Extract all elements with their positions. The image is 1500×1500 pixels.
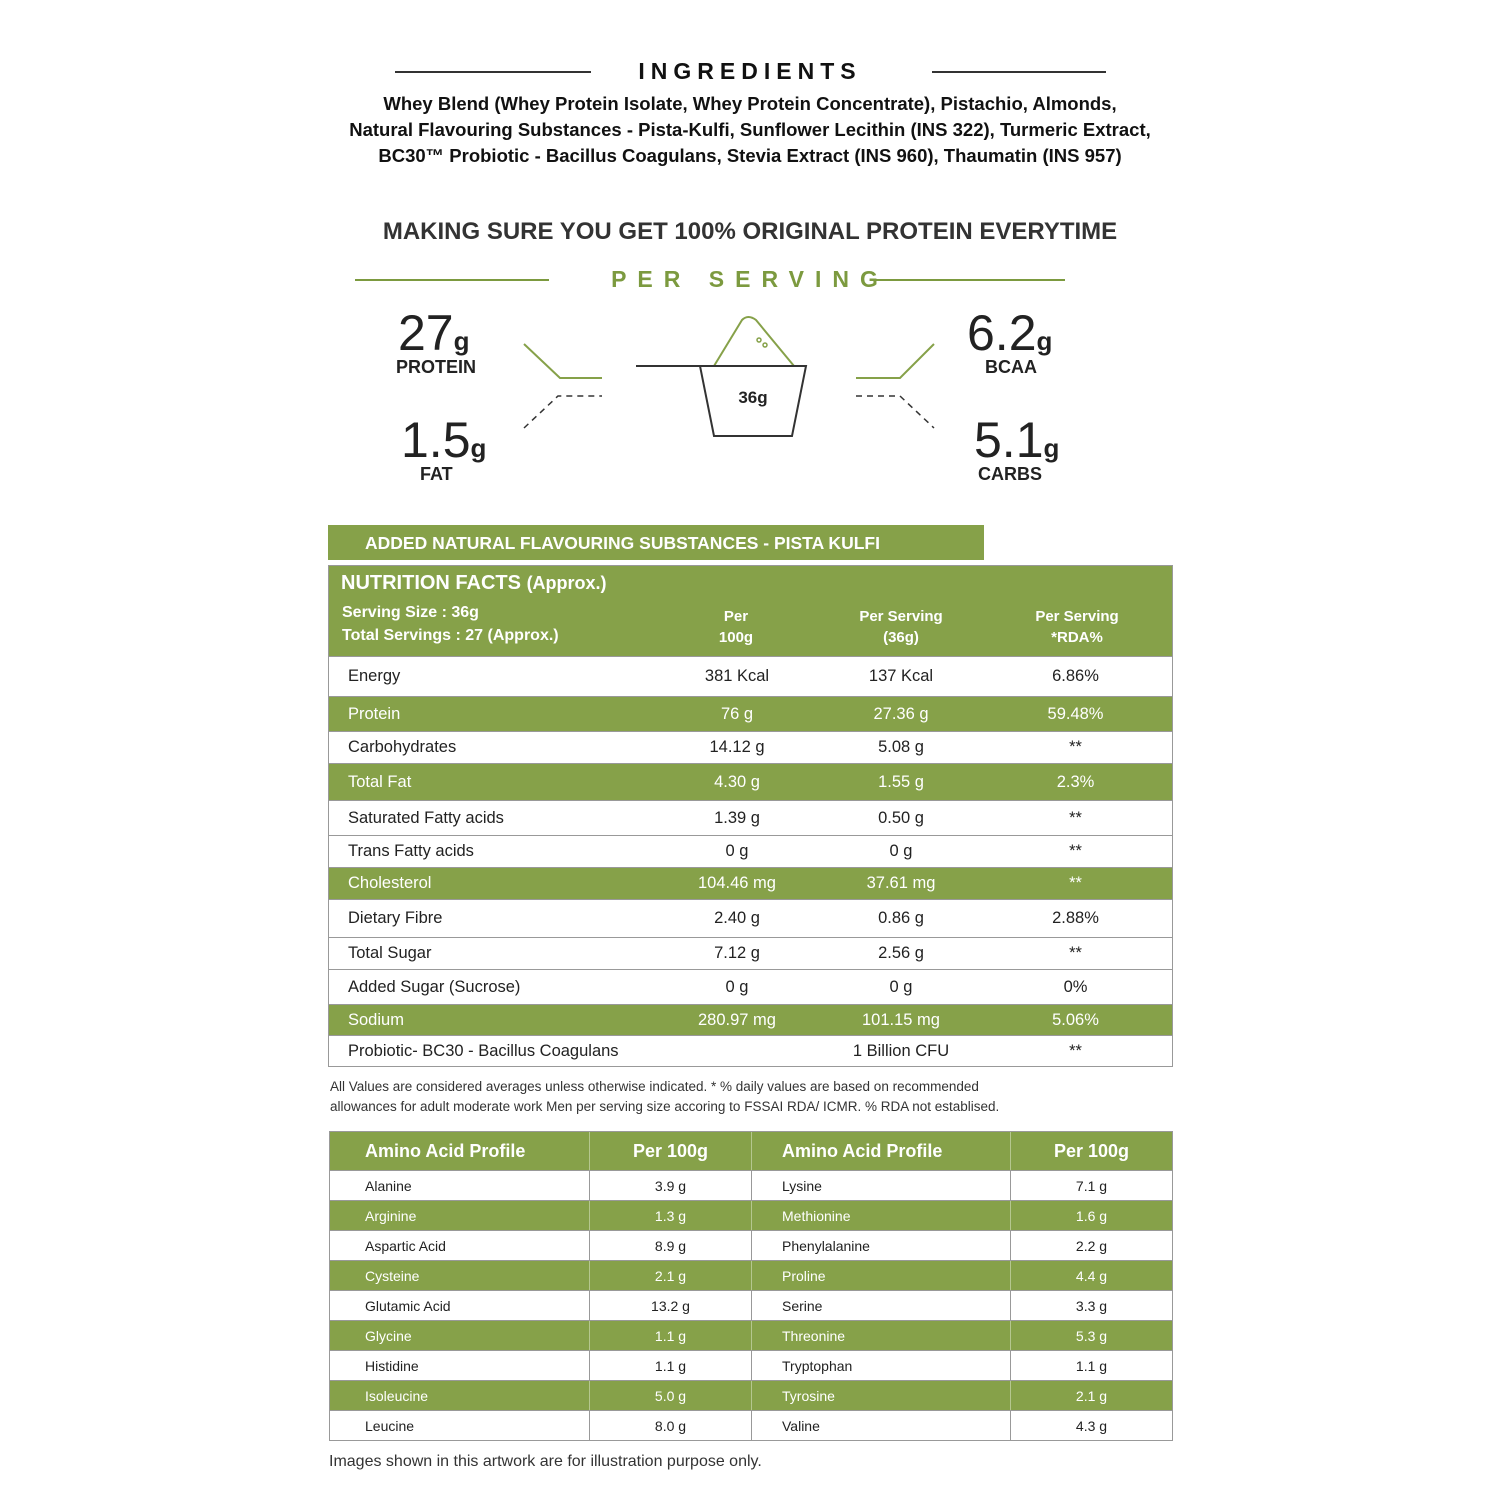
nutrition-note: All Values are considered averages unless otherwise indicated. * % daily values are based on recommended allowances for adult moderate work Men per serving size accoring to FSSAI RDA/ ICMR. % RDA not establised. — [330, 1079, 1000, 1114]
carbs-metric — [974, 412, 1060, 468]
connector-fat — [524, 396, 602, 428]
bcaa-metric — [967, 305, 1053, 361]
powder-icon — [714, 317, 794, 366]
bcaa-value: 6.2g — [967, 305, 1053, 361]
col-per-serving: Per Serving (36g) — [859, 608, 943, 646]
table-row: Sodium 280.97 mg 101.15 mg 5.06% — [329, 1004, 1172, 1035]
table-row: Glutamic Acid 13.2 g Serine 3.3 g — [330, 1290, 1172, 1320]
carbs-label: CARBS — [978, 464, 1043, 484]
probiotic-row: Probiotic- BC30 - Bacillus Coagulans 1 Billion CFU ** — [329, 1035, 1172, 1066]
protein-value: 27g — [398, 305, 470, 361]
bcaa-label: BCAA — [985, 357, 1037, 377]
table-row: Isoleucine 5.0 g Tyrosine 2.1 g — [330, 1380, 1172, 1410]
table-row: Arginine 1.3 g Methionine 1.6 g — [330, 1200, 1172, 1230]
table-row: Total Sugar 7.12 g 2.56 g ** — [329, 937, 1172, 969]
protein-metric — [398, 305, 488, 361]
table-row: Alanine 3.9 g Lysine 7.1 g — [330, 1170, 1172, 1200]
amino-acid-table — [329, 1131, 1173, 1441]
table-row: Protein 76 g 27.36 g 59.48% — [329, 696, 1172, 731]
per-serving-title: PER SERVING — [611, 266, 889, 292]
powder-dot — [763, 343, 767, 347]
powder-dot — [757, 338, 761, 342]
ingredients-text — [300, 91, 1200, 169]
col-per100: Per 100g — [718, 608, 754, 646]
table-row: Saturated Fatty acids 1.39 g 0.50 g ** — [329, 800, 1172, 835]
table-row: Histidine 1.1 g Tryptophan 1.1 g — [330, 1350, 1172, 1380]
flavour-banner: ADDED NATURAL FLAVOURING SUBSTANCES - PISTA KULFI — [328, 525, 984, 560]
col-rda: Per Serving *RDA% — [1035, 608, 1119, 646]
table-row: Cysteine 2.1 g Proline 4.4 g — [330, 1260, 1172, 1290]
fat-label: FAT — [420, 464, 453, 484]
table-row: Total Fat 4.30 g 1.55 g 2.3% — [329, 763, 1172, 800]
nutrition-title: NUTRITION FACTS (Approx.) — [341, 572, 607, 594]
scoop-illustration — [500, 300, 960, 450]
table-row: Dietary Fibre 2.40 g 0.86 g 2.88% — [329, 899, 1172, 937]
table-row: Aspartic Acid 8.9 g Phenylalanine 2.2 g — [330, 1230, 1172, 1260]
nutrition-facts-table — [328, 565, 1173, 1067]
connector-protein — [524, 344, 602, 378]
ingredients-line: BC30™ Probiotic - Bacillus Coagulans, Stevia Extract (INS 960), Thaumatin (INS 957) — [378, 145, 1122, 166]
fat-metric — [401, 412, 487, 468]
ingredients-line: Whey Blend (Whey Protein Isolate, Whey Protein Concentrate), Pistachio, Almonds, — [383, 93, 1117, 114]
table-row: Energy 381 Kcal 137 Kcal 6.86% — [329, 656, 1172, 696]
serving-size: Serving Size : 36g — [342, 604, 479, 621]
table-row: Cholesterol 104.46 mg 37.61 mg ** — [329, 867, 1172, 899]
table-row: Added Sugar (Sucrose) 0 g 0 g 0% — [329, 969, 1172, 1004]
ingredients-line: Natural Flavouring Substances - Pista-Kulfi, Sunflower Lecithin (INS 322), Turmeric Extract, — [349, 119, 1151, 140]
fat-value: 1.5g — [401, 412, 487, 468]
connector-carbs — [856, 396, 934, 428]
scoop-weight: 36g — [738, 388, 768, 407]
ingredients-title: INGREDIENTS — [638, 58, 862, 84]
connector-bcaa — [856, 344, 934, 378]
table-row: Trans Fatty acids 0 g 0 g ** — [329, 835, 1172, 867]
protein-label: PROTEIN — [396, 357, 477, 377]
table-row: Carbohydrates 14.12 g 5.08 g ** — [329, 731, 1172, 763]
total-servings: Total Servings : 27 (Approx.) — [342, 627, 559, 644]
table-row: Glycine 1.1 g Threonine 5.3 g — [330, 1320, 1172, 1350]
tagline: MAKING SURE YOU GET 100% ORIGINAL PROTEIN EVERYTIME — [382, 218, 1118, 245]
carbs-value: 5.1g — [974, 412, 1060, 468]
table-row: Leucine 8.0 g Valine 4.3 g — [330, 1410, 1172, 1440]
amino-header: Amino Acid Profile Per 100g Amino Acid Profile Per 100g — [330, 1132, 1172, 1170]
nutrition-header — [329, 566, 1172, 656]
footer-disclaimer: Images shown in this artwork are for illustration purpose only. — [329, 1453, 762, 1470]
